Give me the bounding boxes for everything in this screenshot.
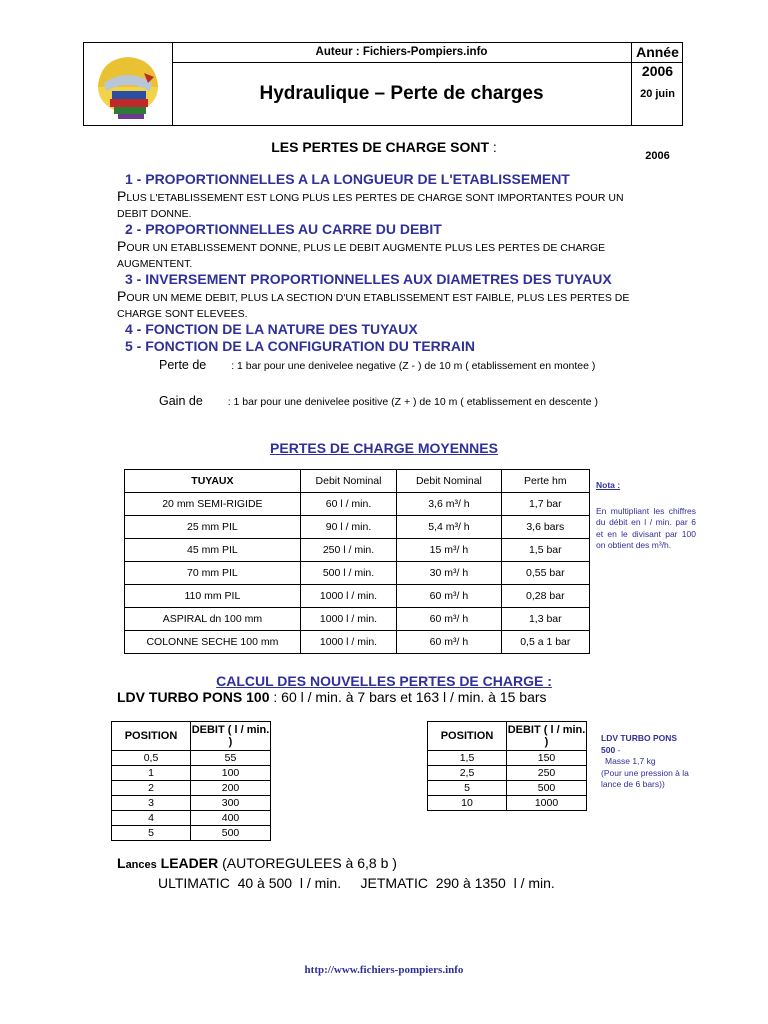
cell: 0,28 bar xyxy=(501,585,589,608)
lances-models: ULTIMATIC 40 à 500 l / min. JETMATIC 290 à 1350 l / min. xyxy=(158,875,555,891)
table-row xyxy=(428,766,587,781)
cell: 15 m³/ h xyxy=(397,539,501,562)
cell: 1,3 bar xyxy=(501,608,589,631)
ldv100-line xyxy=(117,689,547,705)
cell: 2 xyxy=(112,781,191,796)
table-row xyxy=(112,796,271,811)
cell: 1 xyxy=(112,766,191,781)
section-3-cap: P xyxy=(117,288,127,304)
cell: 4 xyxy=(112,811,191,826)
table-row xyxy=(125,562,590,585)
section-5-heading: 5 - FONCTION DE LA CONFIGURATION DU TERRAIN xyxy=(125,338,475,354)
intro-title xyxy=(0,139,768,155)
table-row xyxy=(112,781,271,796)
ldv500-pressure-note: (Pour une pression à la lance de 6 bars)) xyxy=(601,767,689,789)
cell: 500 l / min. xyxy=(300,562,396,585)
cell: 30 m³/ h xyxy=(397,562,501,585)
moyennes-title: PERTES DE CHARGE MOYENNES xyxy=(270,440,498,456)
cell: 70 mm PIL xyxy=(125,562,301,585)
cell: 400 xyxy=(191,811,271,826)
cell: 1,5 xyxy=(428,751,507,766)
col-debit-1: Debit Nominal xyxy=(300,470,396,493)
cell: 20 mm SEMI-RIGIDE xyxy=(125,493,301,516)
ldv500-title xyxy=(601,733,691,756)
ldv100-table-header xyxy=(112,722,271,751)
date-label: 20 juin 2006 xyxy=(640,88,675,162)
perte-text: : 1 bar pour une denivelee negative (Z - ) de 10 m ( etablissement en montee ) xyxy=(231,360,596,372)
col-position: POSITION xyxy=(112,722,191,751)
perte-label: Perte de xyxy=(159,358,207,372)
section-3-text xyxy=(117,288,657,322)
cell: 60 m³/ h xyxy=(397,608,501,631)
cell: 1000 l / min. xyxy=(300,631,396,654)
document-title: Hydraulique – Perte de charges xyxy=(172,63,632,125)
table-row xyxy=(428,751,587,766)
cell: 3,6 bars xyxy=(501,516,589,539)
lances-cap: L xyxy=(117,855,126,871)
nota-text: En multipliant les chiffres du débit en l / min. par 6 et en le divisant par 100 on obtient des m³/h. xyxy=(596,505,696,550)
table-row xyxy=(125,585,590,608)
cell: 10 xyxy=(428,796,507,811)
cell: 110 mm PIL xyxy=(125,585,301,608)
table-row xyxy=(125,493,590,516)
gain-label: Gain de xyxy=(159,394,203,408)
cell: 1,5 bar xyxy=(501,539,589,562)
cell: 500 xyxy=(507,781,587,796)
terrain-perte xyxy=(117,356,657,375)
logo xyxy=(84,43,173,125)
cell: 45 mm PIL xyxy=(125,539,301,562)
table-row xyxy=(112,751,271,766)
helmet-logo-icon xyxy=(84,43,172,125)
nota-note xyxy=(596,480,696,552)
intro-title-colon: : xyxy=(489,139,497,155)
table-row xyxy=(428,796,587,811)
section-1-body: LUS L'ETABLISSEMENT EST LONG PLUS LES PERTES DE CHARGE SONT IMPORTANTES POUR UN DEBIT DONNE. xyxy=(117,192,624,220)
table-row xyxy=(112,811,271,826)
table-row xyxy=(125,608,590,631)
table-row xyxy=(125,516,590,539)
table-row xyxy=(428,781,587,796)
ldv500-table xyxy=(427,721,587,811)
cell: 1000 l / min. xyxy=(300,585,396,608)
cell: 100 xyxy=(191,766,271,781)
pertes-table xyxy=(124,469,590,654)
pertes-table-header xyxy=(125,470,590,493)
section-4-heading: 4 - FONCTION DE LA NATURE DES TUYAUX xyxy=(125,321,418,337)
cell: COLONNE SECHE 100 mm xyxy=(125,631,301,654)
cell: 200 xyxy=(191,781,271,796)
ldv500-title-text: LDV TURBO PONS 500 xyxy=(601,733,678,755)
cell: ASPIRAL dn 100 mm xyxy=(125,608,301,631)
section-1-cap: P xyxy=(117,188,127,204)
section-3-heading: 3 - INVERSEMENT PROPORTIONNELLES AUX DIAMETRES DES TUYAUX xyxy=(125,271,612,287)
col-debit: DEBIT ( l / min. ) xyxy=(191,722,271,751)
cell: 25 mm PIL xyxy=(125,516,301,539)
cell: 5,4 m³/ h xyxy=(397,516,501,539)
col-debit: DEBIT ( l / min. ) xyxy=(507,722,587,751)
cell: 3,6 m³/ h xyxy=(397,493,501,516)
lances-line xyxy=(117,855,397,871)
cell: 60 m³/ h xyxy=(397,585,501,608)
table-row xyxy=(112,826,271,841)
ldv100-table xyxy=(111,721,271,841)
col-debit-2: Debit Nominal xyxy=(397,470,501,493)
calcul-title: CALCUL DES NOUVELLES PERTES DE CHARGE : xyxy=(216,673,552,689)
terrain-gain xyxy=(117,392,657,411)
lances-brand: LEADER xyxy=(160,855,219,871)
nota-title: Nota : xyxy=(596,480,621,490)
ldv500-note xyxy=(601,733,691,791)
ldv500-table-header xyxy=(428,722,587,751)
cell: 1000 l / min. xyxy=(300,608,396,631)
cell: 250 xyxy=(507,766,587,781)
cell: 0,5 xyxy=(112,751,191,766)
cell: 60 m³/ h xyxy=(397,631,501,654)
cell: 60 l / min. xyxy=(300,493,396,516)
section-1-heading: 1 - PROPORTIONNELLES A LA LONGUEUR DE L'ETABLISSEMENT xyxy=(125,171,570,187)
table-row xyxy=(125,631,590,654)
cell: 150 xyxy=(507,751,587,766)
cell: 1,7 bar xyxy=(501,493,589,516)
gain-text: : 1 bar pour une denivelee positive (Z + ) de 10 m ( etablissement en descente ) xyxy=(227,396,599,408)
cell: 5 xyxy=(428,781,507,796)
cell: 0,55 bar xyxy=(501,562,589,585)
section-2-cap: P xyxy=(117,238,127,254)
cell: 300 xyxy=(191,796,271,811)
ldv100-text: : 60 l / min. à 7 bars et 163 l / min. à 15 bars xyxy=(273,689,547,705)
table-row xyxy=(125,539,590,562)
section-3-body: OUR UN MEME DEBIT, PLUS LA SECTION D'UN ETABLISSEMENT EST FAIBLE, PLUS LES PERTES DE CHARGE SONT ELEVEES. xyxy=(117,292,630,320)
cell: 3 xyxy=(112,796,191,811)
cell: 250 l / min. xyxy=(300,539,396,562)
author-label: Auteur : Fichiers-Pompiers.info xyxy=(172,43,632,63)
section-2-heading: 2 - PROPORTIONNELLES AU CARRE DU DEBIT xyxy=(125,221,442,237)
cell: 1000 xyxy=(507,796,587,811)
cell: 55 xyxy=(191,751,271,766)
section-2-body: OUR UN ETABLISSEMENT DONNE, PLUS LE DEBIT AUGMENTE PLUS LES PERTES DE CHARGE AUGMENTENT. xyxy=(117,242,606,270)
cell: 5 xyxy=(112,826,191,841)
cell: 500 xyxy=(191,826,271,841)
footer-link[interactable]: http://www.fichiers-pompiers.info xyxy=(304,964,464,976)
section-1-text xyxy=(117,188,657,222)
cell: 90 l / min. xyxy=(300,516,396,539)
ldv100-label: LDV TURBO PONS 100 xyxy=(117,689,270,705)
col-perte: Perte hm xyxy=(501,470,589,493)
col-position: POSITION xyxy=(428,722,507,751)
intro-title-text: LES PERTES DE CHARGE SONT xyxy=(271,139,490,155)
col-tuyaux: TUYAUX xyxy=(125,470,301,493)
cell: 2,5 xyxy=(428,766,507,781)
lances-suffix: (AUTOREGULEES à 6,8 b ) xyxy=(222,855,397,871)
cell: 0,5 a 1 bar xyxy=(501,631,589,654)
ldv500-dash: - xyxy=(615,744,621,755)
year-label: Année 2006 xyxy=(632,43,683,63)
ldv500-mass: Masse 1,7 kg xyxy=(605,756,656,766)
lances-prefix: ances xyxy=(125,859,157,871)
table-row xyxy=(112,766,271,781)
section-2-text xyxy=(117,238,657,272)
